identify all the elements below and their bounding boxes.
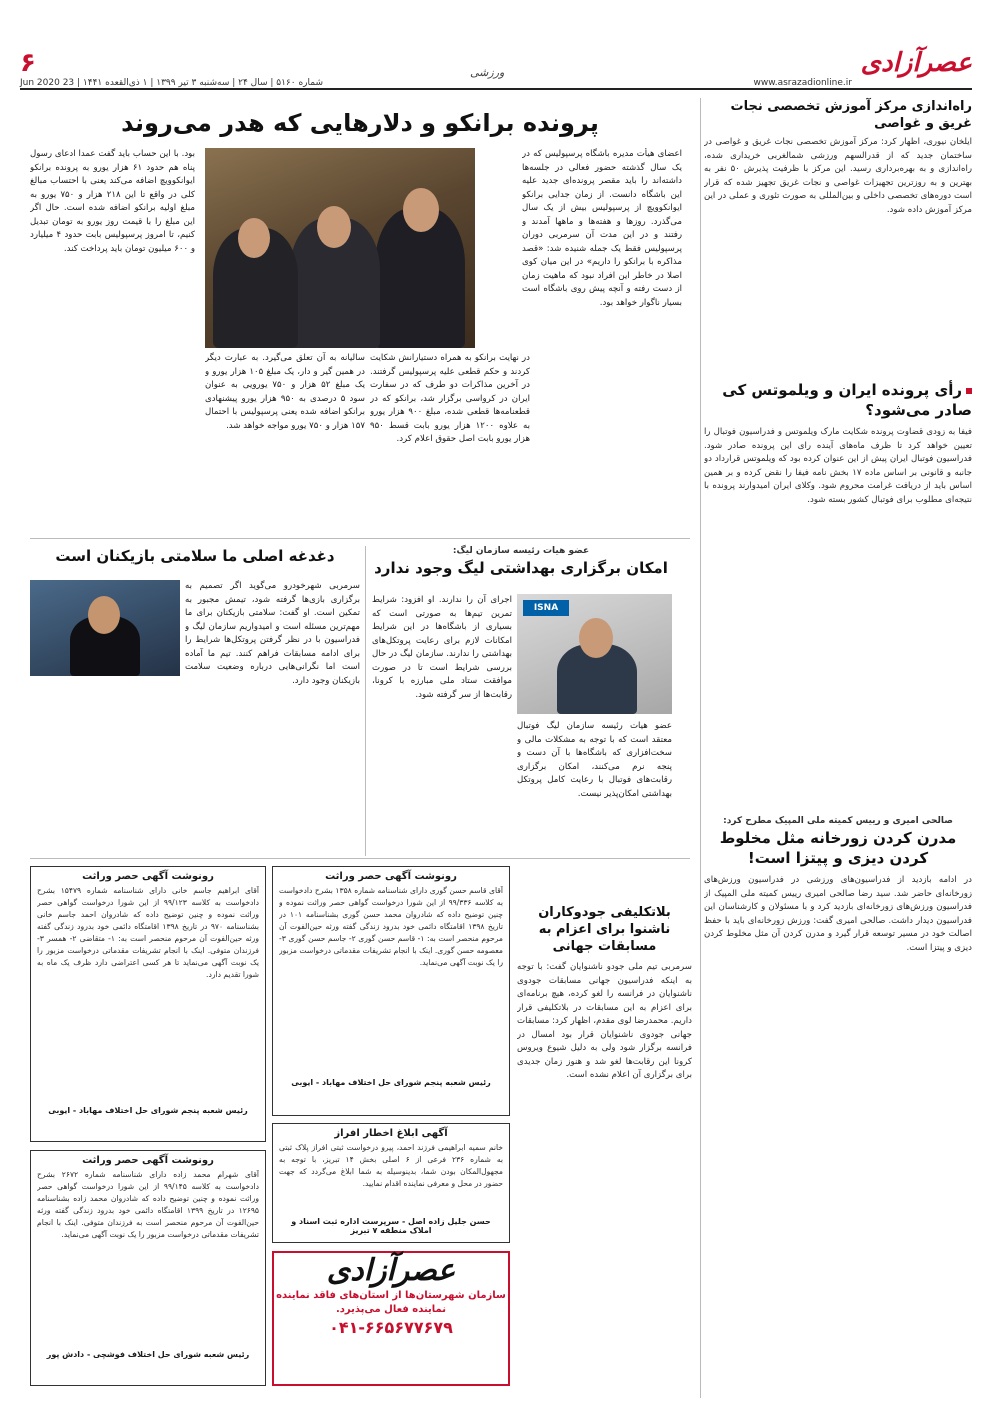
person-face bbox=[403, 188, 439, 232]
sidebar-story3-body: در ادامه بازدید از فدراسیون‌های ورزشی در فدراسیون ورزش‌های زورخانه‌ای حاضر شد. سید رضا صالحی امیری رییس کمیته ملی المپیک از فدراسیون ورزش‌های زورخانه‌ای بازدید کرد و با مسئولان و کارشناسان این فدراسیون دیدار داشت. صالحی امیری گفت: ورزش زورخانه‌ای باید با حفظ اصالت خود در مسیر توسعه قرار گیرد و مدرن کردن آن مثل مخلوط کردن دیزی و پیتزا است. bbox=[704, 875, 972, 953]
isna-logo-icon: ISNA bbox=[523, 600, 569, 616]
main-story-col1: اعضای هیأت مدیره باشگاه پرسپولیس که در یک سال گذشته حضور فعالی در جلسه‌ها داشته‌اند را باید مقصر پرونده‌ای جدید علیه این باشگاه دانست. از زمان جدایی برانکو ایوانکوویچ از پرسپولیس بیش از یک سال می‌گذرد. روزها و هفته‌ها و ماهها آمدند و رفتند و در این مدت آن سرمربی دوران پرسپولیس فقط یک جمله شنیده شد: «قصد مذاکره با برانکو را داریم» در این میان کوی اصلا در خاطر این افراد نبود که ماهیت زمان از دست رفته و آنچه پیش روی باشگاه است بسیار ناگوار خواهد بود. bbox=[522, 149, 682, 308]
inheritance-notice-1 bbox=[30, 866, 266, 1142]
section-label: ورزشی bbox=[470, 66, 505, 79]
person-face bbox=[88, 596, 120, 634]
judo-story-body: سرمربی تیم ملی جودو ناشنوایان گفت: با توجه به اینکه فدراسیون جهانی مسابقات جودوی ناشنوایان در فرانسه را لغو کرده، هیچ برنامه‌ای برای اعزام به این مسابقات در بلاتکلیفی قرار داریم. محمدرضا لوی مقدم، اظهار کرد: مسابقات جهانی جودوی ناشنوایان قرار بود امسال در فرانسه برگزار شود ولی به دلیل شیوع ویروس کرونا این رقابت‌ها لغو شد و هنوز زمان جدیدی برای برگزاری آن اعلام نشده است. bbox=[517, 962, 692, 1080]
league-story-caption: عضو هیات رئیسه سازمان لیگ فوتبال معتقد است که با توجه به مشکلات مالی و سخت‌افزاری که باشگاه‌ها با آن دست و پنجه نرم می‌کنند، امکان برگزاری رقابت‌های فوتبال با رعایت کامل پروتکل بهداشتی امکان‌پذیر نیست. bbox=[517, 721, 672, 799]
judo-story bbox=[517, 904, 692, 1411]
main-story-photo bbox=[205, 148, 475, 348]
partition-notice bbox=[272, 1123, 510, 1243]
notice-body: آقای شهرام محمد زاده دارای شناسنامه شماره ۲۶۷۲ بشرح دادخواست به کلاسه ۹۹/۱۴۵ از این شورا درخواست گواهی حصر وراثت نموده و چنین توضیح داده که شادروان محمد زاده بشناسنامه ۱۲۶۹۵ در تاریخ ۱۳۹۹ اقامتگاه دائمی خود بدرود زندگی گفته ورثه حین‌الفوت آن مرحوم منحصر است به فرزندان متوفی. اینک با انجام تشریفات مقدماتی درخواست مزبور را یک نوبت آگهی می‌نماید. bbox=[37, 1170, 259, 1239]
masthead bbox=[20, 48, 972, 90]
notice-body: آقای ابراهیم جاسم خانی دارای شناسنامه شماره ۱۵۴۷۹ بشرح دادخواست به کلاسه ۹۹/۱۲۳ از این شورا درخواست گواهی حصر وراثت نموده و چنین توضیح داده که شادروان احمد جاسم خانی بشناسنامه ۹۷۰ در تاریخ ۱۳۹۸ اقامتگاه دائمی خود بدرود زندگی گفته ورثه حین‌الفوت آن مرحوم منحصر است به: ۱- متقاضی ۲- همسر ۳- فرزندان متوفی. اینک با انجام تشریفات مقدماتی درخواست مزبور را یک نوبت آگهی می‌نماید تا هر کسی اعتراضی دارد ظرف یک ماه به شورا تقدیم دارد. bbox=[37, 886, 259, 979]
sidebar-story3-kicker: صالحی امیری و رییس کمیته ملی المپیک مطرح کرد: bbox=[723, 816, 953, 826]
sidebar-story1-headline: راه‌اندازی مرکز آموزش تخصصی نجات غریق و غواصی bbox=[730, 99, 972, 131]
notice-title: رونوشت آگهی حصر وراثت bbox=[82, 1155, 214, 1166]
main-story bbox=[30, 108, 690, 138]
sidebar bbox=[704, 98, 972, 1394]
promo-phone[interactable]: ۰۴۱-۶۶۵۶۷۷۶۷۹ bbox=[329, 1318, 453, 1337]
sidebar-story3-headline: مدرن کردن زورخانه مثل مخلوط کردن دیزی و پیتزا است! bbox=[719, 829, 957, 867]
person-face bbox=[238, 218, 270, 258]
notice-body: خانم سمیه ابراهیمی فرزند احمد، پیرو درخواست ثبتی افراز پلاک ثبتی به شماره ۲۳۶ فرعی از ۶ اصلی بخش ۱۴ تبریز، با توجه به مجهول‌المکان بودن شما، بدینوسیله به شما ابلاغ می‌گردد که جهت حضور در محل و معرفی نماینده اقدام نمایید. bbox=[279, 1143, 503, 1188]
column-divider bbox=[700, 98, 701, 1398]
notice-title: رونوشت آگهی حصر وراثت bbox=[325, 871, 457, 882]
main-story-col4: بود. با این حساب باید گفت عمدا ادعای رسول پناه هم حدود ۶۱ هزار یورو به پرونده برانکو ایوانکوویچ اضافه می‌کند یعنی با احتساب مبالغ کلی در واقع تا این ۲۱۸ هزار و ۷۵۰ یورو به مبلغ اولیه برانکو اضافه شده است. حال اگر این مبلغ را با قیمت روز یورو به تومان تبدیل کنیم، تا امروز پرسپولیس بابت حدود ۴ میلیارد و ۶۰۰ میلیون تومان باید پرداخت کند. bbox=[30, 149, 195, 254]
inheritance-notice-2 bbox=[30, 1150, 266, 1386]
page-number: ۶ bbox=[20, 48, 36, 78]
sidebar-story1-body: ایلخان نیوری، اظهار کرد: مرکز آموزش تخصصی نجات غریق و غواصی در ساختمان جدید که از قدرالسهم ورزشی شمالغربی خریداری شده، راه‌اندازی و به بهره‌برداری رسید. این مرکز با ظرفیت پذیرش ۵۰ نفر به بهترین و به روزترین تجهیزات غواصی و نجات غریق تجهیز شده که قرار است دوره‌های تخصصی داخلی و بین‌المللی به صورت تئوری و عملی در این مرکز آموزش داده شود. bbox=[704, 137, 972, 215]
sidebar-story2-body: فیفا به زودی قضاوت پرونده شکایت مارک ویلموتس و فدراسیون فوتبال را تعیین خواهد کرد تا ظرف ماه‌های آینده رای این پرونده صادر شود. فدراسیون فوتبال ایران پیش از این عنوان کرده بود که ویلموتس قرارداد دو جانبه و قانونی بر اساس ماده ۱۷ بخش نامه فیفا را نقض کرده و بر همین اساس باید از دریافت غرامت محروم شود. وکلای ایران امیدوارند پرونده با نتیجه‌ای مطلوب برای فوتبال کشور بسته شود. bbox=[704, 427, 972, 505]
inheritance-notice-3 bbox=[272, 866, 510, 1116]
main-story-headline: پرونده برانکو و دلارهایی که هدر می‌روند bbox=[121, 109, 599, 137]
notice-footer: حسن جلیل زاده اصل - سرپرست اداره ثبت اسناد و املاک منطقه ۷ تبریز bbox=[291, 1217, 491, 1235]
person-face bbox=[317, 206, 351, 248]
health-story bbox=[30, 546, 360, 566]
promo-logo: عصرآزادی bbox=[326, 1253, 456, 1288]
person-face bbox=[579, 618, 613, 658]
sidebar-story2-headline bbox=[704, 380, 972, 420]
league-story-body: اجرای آن را ندارند. او افزود: شرایط تمرین تیم‌ها به صورتی است که بسیاری از باشگاه‌ها در این شرایط امکانات لازم برای رعایت پروتکل‌های بهداشتی را ندارند. سازمان لیگ در حال بررسی شرایط است تا در صورت موافقت ستاد ملی مبارزه با کرونا، رقابت‌ها از سر گرفته شود. bbox=[372, 595, 512, 700]
issue-line: شماره ۵۱۶۰ | سال ۲۴ | سه‌شنبه ۳ تیر ۱۳۹۹ | ۱ ذی‌القعده ۱۴۴۱ | 23 Jun 2020 bbox=[20, 78, 323, 88]
league-story bbox=[360, 546, 682, 578]
red-square-icon bbox=[966, 388, 972, 394]
column-divider bbox=[365, 546, 366, 856]
league-story-kicker: عضو هیات رئیسه سازمان لیگ: bbox=[452, 546, 590, 556]
promo-line1: سازمان شهرستان‌ها از استان‌های فاقد نماینده bbox=[276, 1290, 506, 1301]
health-story-body: سرمربی شهرخودرو می‌گوید اگر تصمیم به برگزاری بازی‌ها گرفته شود، تیمش مجبور به تمکین است. او گفت: سلامتی بازیکنان برای ما مهم‌ترین مسئله است و امیدواریم سازمان لیگ و فدراسیون با در نظر گرفتن پروتکل‌ها شرایط را برای ادامه مسابقات فراهم کنند. تیم ما آماده است اما نگرانی‌هایی درباره وضعیت سلامت بازیکنان وجود دارد. bbox=[185, 581, 360, 686]
newspaper-logo[interactable]: عصرآزادی bbox=[860, 48, 972, 78]
health-story-headline: دغدغه اصلی ما سلامتی بازیکنان است bbox=[55, 547, 335, 565]
promo-box[interactable] bbox=[272, 1251, 510, 1386]
notice-title: آگهی ابلاغ اخطار افراز bbox=[334, 1128, 448, 1139]
section-divider bbox=[30, 858, 690, 859]
sidebar-story2-headline-text: رأی پرونده ایران و ویلموتس کی صادر می‌شود؟ bbox=[722, 381, 972, 419]
promo-line2: نماینده فعال می‌پذیرد. bbox=[335, 1304, 447, 1315]
league-story-headline: امکان برگزاری بهداشتی لیگ وجود ندارد bbox=[374, 559, 668, 577]
health-story-photo bbox=[30, 580, 180, 676]
main-story-col3: سالیانه به آن تعلق می‌گیرد. به عبارت دیگر در همین گیر و دار، یک مبلغ ۱۰۵ هزار یورو و یک مبلغ ۵۲ هزار و ۷۵۰ یورویی به عنوان سود ۵ درصدی به ۹۵۰ هزار یورو پیشنهادی برانکو اضافه شده یعنی پرسپولیس با احتمال ۱۵۷ هزار و ۷۵۰ یورو مواجه خواهد شد. bbox=[205, 353, 365, 431]
judo-story-headline: بلاتکلیفی جودوکاران ناشنوا برای اعزام به مسابقات جهانی bbox=[538, 905, 671, 954]
notice-footer: رئیس شعبه پنجم شورای حل اختلاف مهاباد - ایوبی bbox=[48, 1106, 248, 1115]
site-url[interactable]: www.asrazadionline.ir bbox=[753, 78, 852, 88]
notice-body: آقای قاسم حسن گوری دارای شناسنامه شماره ۱۳۵۸ بشرح دادخواست به کلاسه ۹۹/۳۳۶ از این شورا درخواست گواهی حصر وراثت نموده و چنین توضیح داده که شادروان محمد حسن گوری بشناسنامه ۱۰۱ در تاریخ ۱۳۹۸ اقامتگاه دائمی خود بدرود زندگی گفته ورثه حین‌الفوت آن مرحوم منحصر است به: ۱- قاسم حسن گوری ۲- جاسم حسن گوری ۳- معصومه حسن گوری. اینک با انجام تشریفات مقدماتی درخواست مزبور را یک نوبت آگهی می‌نماید. bbox=[279, 886, 503, 967]
notice-footer: رئیس شعبه شورای حل اختلاف فوشچی - دادش پور bbox=[46, 1350, 250, 1359]
notice-footer: رئیس شعبه پنجم شورای حل اختلاف مهاباد - ایوبی bbox=[291, 1078, 491, 1087]
notice-title: رونوشت آگهی حصر وراثت bbox=[82, 871, 214, 882]
league-story-photo bbox=[517, 594, 672, 714]
section-divider bbox=[30, 538, 690, 539]
main-story-col2: در نهایت برانکو به همراه دستیارانش شکایت کردند و حکم قطعی علیه پرسپولیس گرفتند. در آخرین مذاکرات دو طرف که در سفارت ایران در کرواسی برگزار شد، برانکو که در قطعنامه‌ها قطعی شده، مبلغ ۹۰۰ هزار یورو به علاوه ۱۲۰۰ هزار یورو بابت قسط ۹۵۰ هزار یورو بابت اصل حقوق اعلام کرد. bbox=[370, 353, 530, 444]
